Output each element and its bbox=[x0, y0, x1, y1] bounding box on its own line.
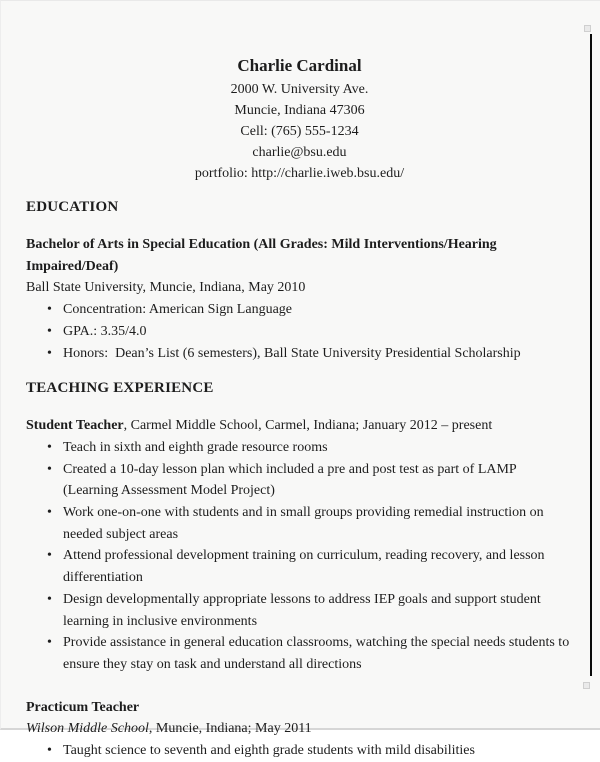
student-teacher-line bbox=[26, 415, 573, 437]
list-item bbox=[26, 632, 573, 675]
candidate-name: Charlie Cardinal bbox=[237, 56, 362, 75]
list-item bbox=[26, 502, 573, 545]
address-line-1: 2000 W. University Ave. bbox=[230, 82, 369, 97]
education-bullet-list bbox=[26, 299, 573, 364]
education-heading: EDUCATION bbox=[26, 199, 119, 215]
practicum-teacher-title: Practicum Teacher bbox=[26, 699, 140, 715]
email-line: charlie@bsu.edu bbox=[252, 145, 347, 160]
phone-line: Cell: (765) 555-1234 bbox=[240, 124, 359, 139]
bullet-text: Taught science to seventh and eighth grade students with mild disabilities bbox=[63, 743, 475, 759]
list-item bbox=[26, 589, 573, 632]
student-teacher-bullet-list bbox=[26, 437, 573, 676]
practicum-school-line bbox=[26, 718, 573, 740]
experience-heading: TEACHING EXPERIENCE bbox=[26, 380, 214, 397]
bullet-text: Work one-on-one with students and in small groups providing remedial instruction on needed subject areas bbox=[63, 505, 548, 542]
list-item bbox=[26, 299, 573, 321]
list-item bbox=[26, 321, 573, 343]
list-item bbox=[26, 459, 573, 502]
bullet-text: Design developmentally appropriate lessons to address IEP goals and support student learning in inclusive environments bbox=[63, 591, 545, 629]
degree-title: Bachelor of Arts in Special Education (All Grades: Mild Interventions/Hearing Impaired/Deaf) bbox=[26, 237, 497, 274]
bullet-text: Concentration: American Sign Language bbox=[63, 302, 292, 318]
school-name: Wilson Middle School bbox=[26, 721, 149, 737]
scan-artifact-top bbox=[584, 25, 591, 32]
experience-section bbox=[26, 377, 573, 762]
job-subtitle: , Carmel Middle School, Carmel, Indiana; January 2012 – present bbox=[123, 418, 493, 434]
list-item bbox=[26, 437, 573, 459]
bullet-text: Created a 10-day lesson plan which included a pre and post test as part of LAMP (Learning Assessment Model Project) bbox=[63, 461, 520, 499]
portfolio-line: portfolio: http://charlie.iweb.bsu.edu/ bbox=[194, 166, 405, 181]
scan-edge-line bbox=[590, 34, 592, 676]
education-section bbox=[26, 196, 573, 364]
school-subtitle: , Muncie, Indiana; May 2011 bbox=[148, 721, 312, 737]
practicum-bullet-list bbox=[26, 740, 573, 762]
bullet-text: Provide assistance in general education classrooms, watching the special needs students to ensure they stay on task and understand all directions bbox=[63, 635, 573, 672]
school-line: Ball State University, Muncie, Indiana, May 2010 bbox=[26, 280, 306, 296]
bullet-text: Honors: Dean’s List (6 semesters), Ball State University Presidential Scholarship bbox=[63, 345, 521, 361]
bullet-text: Teach in sixth and eighth grade resource rooms bbox=[63, 439, 328, 455]
bullet-text: GPA.: 3.35/4.0 bbox=[63, 323, 147, 339]
resume-content bbox=[1, 53, 600, 762]
list-item bbox=[26, 545, 573, 588]
list-item bbox=[26, 740, 573, 762]
bullet-text: Attend professional development training on curriculum, reading recovery, and lesson differentiation bbox=[63, 548, 549, 586]
job-title: Student Teacher bbox=[26, 418, 124, 434]
scan-artifact-bottom bbox=[583, 682, 590, 689]
resume-header bbox=[26, 53, 573, 184]
address-line-2: Muncie, Indiana 47306 bbox=[234, 103, 365, 118]
list-item bbox=[26, 343, 573, 365]
